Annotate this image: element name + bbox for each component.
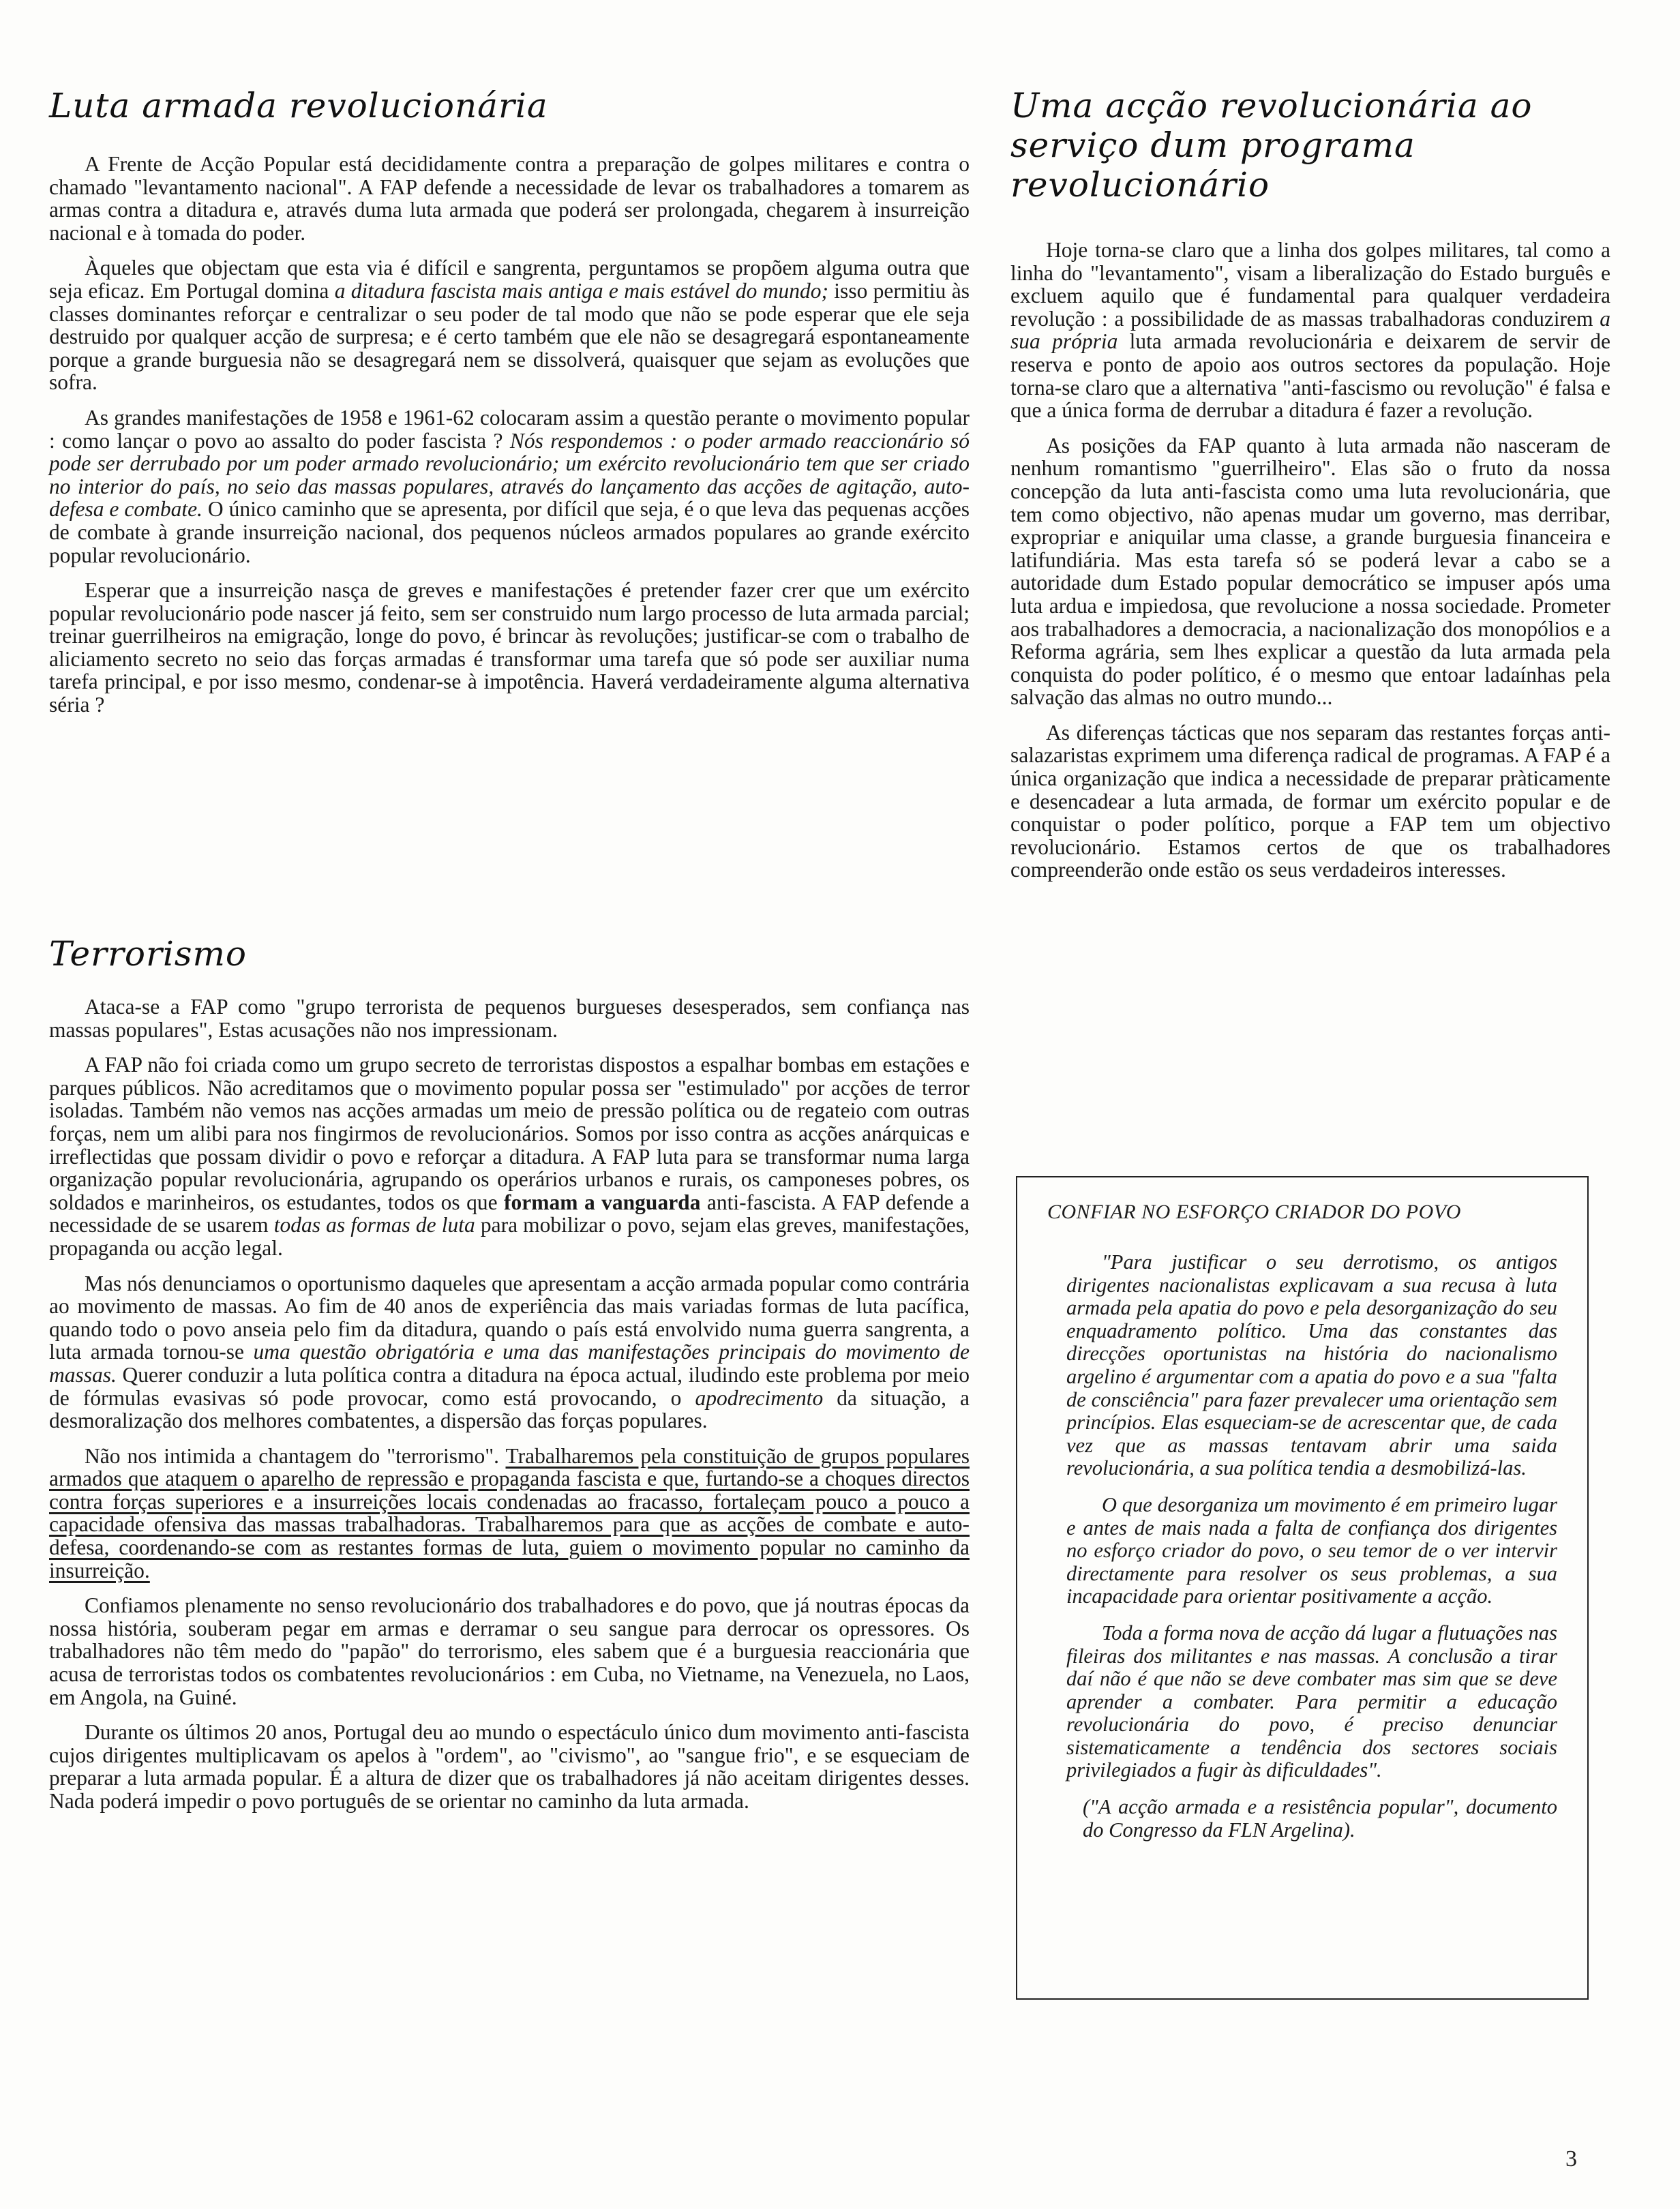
- paragraph: Confiamos plenamente no senso revolucionário dos trabalhadores e do povo, que já noutras épocas da nossa história, souberam pegar em armas e derramar o seu sangue para derrocar os opressores. Os trabalhadores não têm medo do "papão" do terrorismo, eles sabem que é a burguesia reaccionária que acusa de terroristas todos os combatentes revolucionários : em Cuba, no Vietname, na Venezuela, no Laos, em Angola, na Guiné.: [49, 1593, 970, 1709]
- quote-paragraph: O que desorganiza um movimento é em primeiro lugar e antes de mais nada a falta de confiança dos dirigentes no esforço criador do povo, o seu temor de o ver intervir directamente para resolver os seus problemas, a sua incapacidade para orientar positivamente a acção.: [1066, 1492, 1557, 1608]
- section-accao-body: [1010, 239, 1610, 894]
- quote-box-title: CONFIAR NO ESFORÇO CRIADOR DO POVO: [1047, 1201, 1461, 1223]
- paragraph: As diferenças tácticas que nos separam das restantes forças anti-salazaristas exprimem uma diferença radical de programas. A FAP é a única organização que indica a necessidade de preparar pràticamente e desencadear a luta armada, de formar um exército popular e de conquistar o poder político, porque a FAP tem um objectivo revolucionário. Estamos certos de que os trabalhadores compreenderão onde estão os seus verdadeiros interesses.: [1010, 720, 1610, 882]
- quote-source: ("A acção armada e a resistência popular", documento do Congresso da FLN Argelina).: [1083, 1795, 1557, 1842]
- underlined-statement: Trabalharemos pela constituição de grupos populares armados que ataquem o aparelho de repressão e propaganda fascista e que, furtando-se a choques directos contra forças superiores e a insurreições locais condenadas ao fracasso, fortaleçam pouco a pouco a capacidade ofensiva das massas trabalhadoras. Trabalharemos para que as acções de combate e auto-defesa, coordenando-se com as restantes formas de luta, guiem o movimento popular no caminho da insurreição.: [49, 1443, 970, 1582]
- section-terrorismo-body: [49, 995, 970, 1825]
- section-title-luta-armada: Luta armada revolucionária: [49, 86, 548, 125]
- paragraph: Não nos intimida a chantagem do "terrorismo". Trabalharemos pela constituição de grupos populares armados que ataquem o aparelho de repressão e propaganda fascista e que, furtando-se a choques directos contra forças superiores e a insurreições locais condenadas ao fracasso, fortaleçam pouco a pouco a capacidade ofensiva das massas trabalhadoras. Trabalharemos para que as acções de combate e auto-defesa, coordenando-se com as restantes formas de luta, guiem o movimento popular no caminho da insurreição.: [49, 1443, 970, 1582]
- section-luta-armada-body: [49, 153, 970, 729]
- paragraph: Àqueles que objectam que esta via é difícil e sangrenta, perguntamos se propõem alguma outra que seja eficaz. Em Portugal domina a ditadura fascista mais antiga e mais estável do mundo; isso permitiu às classes dominantes reforçar e centralizar o seu poder de tal modo que não se pode esperar que ele seja destruido por qualquer acção de surpresa; e é certo também que ele não se desagregará espontaneamente porque a grande burguesia não se desagregará nem se dissolverá, quaisquer que sejam as evoluções que sofra.: [49, 256, 970, 395]
- quote-box: [1016, 1176, 1589, 2000]
- paragraph: Ataca-se a FAP como "grupo terrorista de pequenos burgueses desesperados, sem confiança nas massas populares", Estas acusações não nos impressionam.: [49, 995, 970, 1042]
- section-title-accao-revolucionaria: Uma acção revolucionária ao serviço dum programa revolucionário: [1010, 86, 1533, 205]
- paragraph: A FAP não foi criada como um grupo secreto de terroristas dispostos a espalhar bombas em estações e parques públicos. Não acreditamos que o movimento popular possa ser "estimulado" por acções de terror isoladas. Também não vemos nas acções armadas um meio de pressão política ou de regateio com outras forças, nem um alibi para nos fingirmos de revolucionários. Somos por isso contra as acções anárquicas e irreflectidas que possam dividir o povo e reforçar a ditadura. A FAP luta para se transformar numa larga organização popular revolucionária, agrupando os operários urbanos e rurais, os camponeses pobres, os soldados e marinheiros, os estudantes, todos os que formam a vanguarda anti-fascista. A FAP defende a necessidade de se usarem todas as formas de luta para mobilizar o povo, sejam elas greves, manifestações, propaganda ou acção legal.: [49, 1053, 970, 1260]
- paragraph: As grandes manifestações de 1958 e 1961-62 colocaram assim a questão perante o movimento popular : como lançar o povo ao assalto do poder fascista ? Nós respondemos : o poder armado reaccionário só pode ser derrubado por um poder armado revolucionário; um exército revolucionário tem que ser criado no interior do país, no seio das massas populares, através do lançamento das acções de agitação, auto-defesa e combate. O único caminho que se apresenta, por difícil que seja, é o que leva das pequenas acções de combate à grande insurreição nacional, dos pequenos núcleos armados populares ao grande exército popular revolucionário.: [49, 405, 970, 567]
- paragraph: As posições da FAP quanto à luta armada não nasceram de nenhum romantismo "guerrilheiro". Elas são o fruto da nossa concepção da luta anti-fascista como uma luta revolucionária, que tem como objectivo, não apenas mudar um governo, mas derribar, expropriar e aniquilar uma classe, a grande burguesia financeira e latifundiária. Mas esta tarefa só se poderá levar a cabo se a autoridade dum Estado popular democrático se impuser após uma luta ardua e impiedosa, que revolucione a nossa sociedade. Prometer aos trabalhadores a democracia, a nacionalização dos monopólios e a Reforma agrária, sem lhes explicar a questão da luta armada pela conquista do poder político, é o mesmo que entoar ladaínhas pela salvação das almas no outro mundo...: [1010, 433, 1610, 710]
- page-number: 3: [1565, 2146, 1577, 2172]
- paragraph: Hoje torna-se claro que a linha dos golpes militares, tal como a linha do "levantamento", visam a liberalização do Estado burguês e excluem aquilo que é fundamental para qualquer verdadeira revolução : a possibilidade de as massas trabalhadoras conduzirem a sua própria luta armada revolucionária e deixarem de servir de reserva e ponto de apoio aos outros sectores da população. Hoje torna-se claro que a alternativa "anti-fascismo ou revolução" é falsa e que a única forma de derrubar a ditadura é fazer a revolução.: [1010, 238, 1610, 423]
- section-title-terrorismo: Terrorismo: [49, 934, 247, 974]
- quote-paragraph: "Para justificar o seu derrotismo, os antigos dirigentes nacionalistas explicavam a sua recusa à luta armada pela apatia do povo e pela desorganização do seu enquadramento político. Uma das constantes das direcções oportunistas na história do nacionalismo argelino é argumentar com a apatia do povo e a sua "falta de consciência" para fazer prevalecer uma orientação sem princípios. Elas esqueciam-se de acrescentar que, de cada vez que as massas tentavam abrir uma saida revolucionária, a sua política tendia a desmobilizá-las.: [1066, 1250, 1557, 1480]
- paragraph: Durante os últimos 20 anos, Portugal deu ao mundo o espectáculo único dum movimento anti-fascista cujos dirigentes multiplicavam os apelos à "ordem", ao "civismo", ao "sangue frio", e se esqueciam de preparar a luta armada popular. É a altura de dizer que os trabalhadores já não aceitam dirigentes desses. Nada poderá impedir o povo português de se orientar no caminho da luta armada.: [49, 1720, 970, 1813]
- paragraph: Mas nós denunciamos o oportunismo daqueles que apresentam a acção armada popular como contrária ao movimento de massas. Ao fim de 40 anos de experiência das mais variadas formas de luta pacífica, quando todo o povo anseia pelo fim da ditadura, quando o país está envolvido numa guerra sangrenta, a luta armada tornou-se uma questão obrigatória e uma das manifestações principais do movimento de massas. Querer conduzir a luta política contra a ditadura na época actual, iludindo este problema por meio de fórmulas evasivas só pode provocar, como está provocando, o apodrecimento da situação, a desmoralização dos melhores combatentes, a dispersão das forças populares.: [49, 1271, 970, 1433]
- paragraph: A Frente de Acção Popular está decididamente contra a preparação de golpes militares e contra o chamado "levantamento nacional". A FAP defende a necessidade de levar os trabalhadores a tomarem as armas contra a ditadura e, através duma luta armada que poderá ser prolongada, chegarem à insurreição nacional e à tomada do poder.: [49, 152, 970, 245]
- quote-paragraph: Toda a forma nova de acção dá lugar a flutuações nas fileiras dos militantes e nas massas. A conclusão a tirar daí não é que não se deve combater mas sim que se deve aprender a combater. Para permitir a educação revolucionária do povo, é preciso denunciar sistematicamente a tendência dos sectores sociais privilegiados a fugir às dificuldades".: [1066, 1621, 1557, 1782]
- paragraph: Esperar que a insurreição nasça de greves e manifestações é pretender fazer crer que um exército popular revolucionário pode nascer já feito, sem ser construido num largo processo de luta armada parcial; treinar guerrilheiros na emigração, longe do povo, é brincar às revoluções; justificar-se com o trabalho de aliciamento secreto no seio das forças armadas é transformar uma tarefa que só pode ser auxiliar numa tarefa principal, e por isso mesmo, condenar-se à impotência. Haverá verdadeiramente alguma alternativa séria ?: [49, 578, 970, 717]
